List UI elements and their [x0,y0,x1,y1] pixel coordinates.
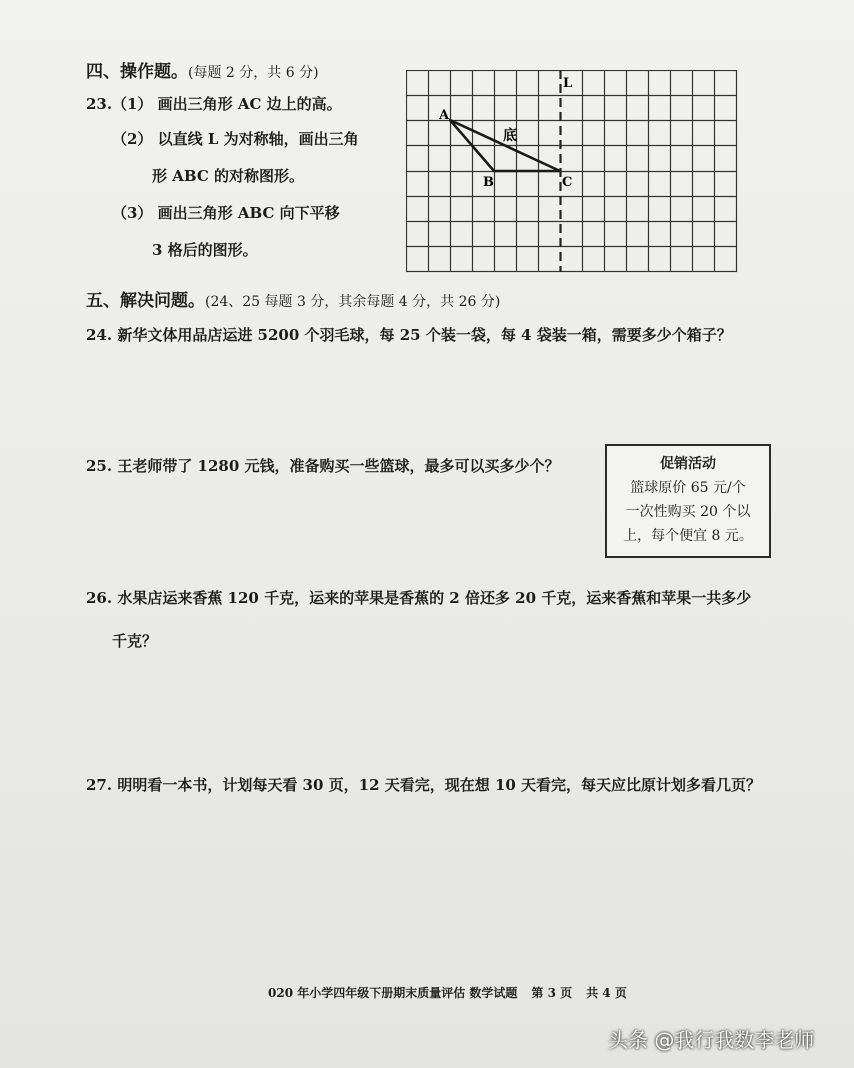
section5-title: 五、解决问题。 [86,291,205,311]
footer-page: 第 3 页 [531,986,573,1000]
q23-number: 23. [86,95,113,113]
grid-lines [406,70,737,272]
question-26-line-2: 千克？ [112,632,158,650]
label-c: C [562,175,573,190]
promotion-line-3: 上，每个便宜 8 元。 [623,528,753,544]
page-footer [268,984,641,1001]
question-25: 25. 王老师带了 1280 元钱，准备购买一些篮球，最多可以买多少个？ [86,457,560,475]
grid-svg [406,70,738,273]
promotion-box [605,444,771,558]
label-l: L [563,76,573,91]
q23-item-2: （2） 以直线 L 为对称轴，画出三角 [112,130,359,148]
question-24: 24. 新华文体用品店运进 5200 个羽毛球，每 25 个装一袋，每 4 袋装一箱，需要多少个箱子？ [86,326,732,344]
section5-score: (24、25 每题 3 分，其余每题 4 分，共 26 分) [205,294,501,310]
q23-item-1: （1） 画出三角形 AC 边上的高。 [112,95,342,113]
footer-total: 共 4 页 [586,986,627,1000]
section4-score: (每题 2 分，共 6 分) [188,65,319,81]
label-a: A [439,108,450,123]
q23-item-3: （3） 画出三角形 ABC 向下平移 [112,204,340,222]
section4-header [86,62,319,83]
promotion-line-1: 篮球原价 65 元/个 [630,480,746,496]
question-27: 27. 明明看一本书，计划每天看 30 页，12 天看完，现在想 10 天看完，每天应比原计划多看几页？ [86,776,762,794]
section4-title: 四、操作题。 [86,62,188,82]
promotion-line-2: 一次性购买 20 个以 [625,504,751,520]
label-base: 底 [503,128,517,144]
watermark: 头条 @我行我数李老师 [608,1028,815,1052]
q23-item-3-cont: 3 格后的图形。 [152,241,258,259]
grid-figure [406,70,738,277]
section5-header [86,291,500,312]
label-b: B [483,175,494,190]
footer-title: 020 年小学四年级下册期末质量评估 数学试题 [268,986,518,1000]
promotion-title: 促销活动 [660,456,716,472]
question-26-line-1: 26. 水果店运来香蕉 120 千克，运来的苹果是香蕉的 2 倍还多 20 千克，运来香蕉和苹果一共多少 [86,589,752,607]
q23-item-2-cont: 形 ABC 的对称图形。 [152,167,304,185]
